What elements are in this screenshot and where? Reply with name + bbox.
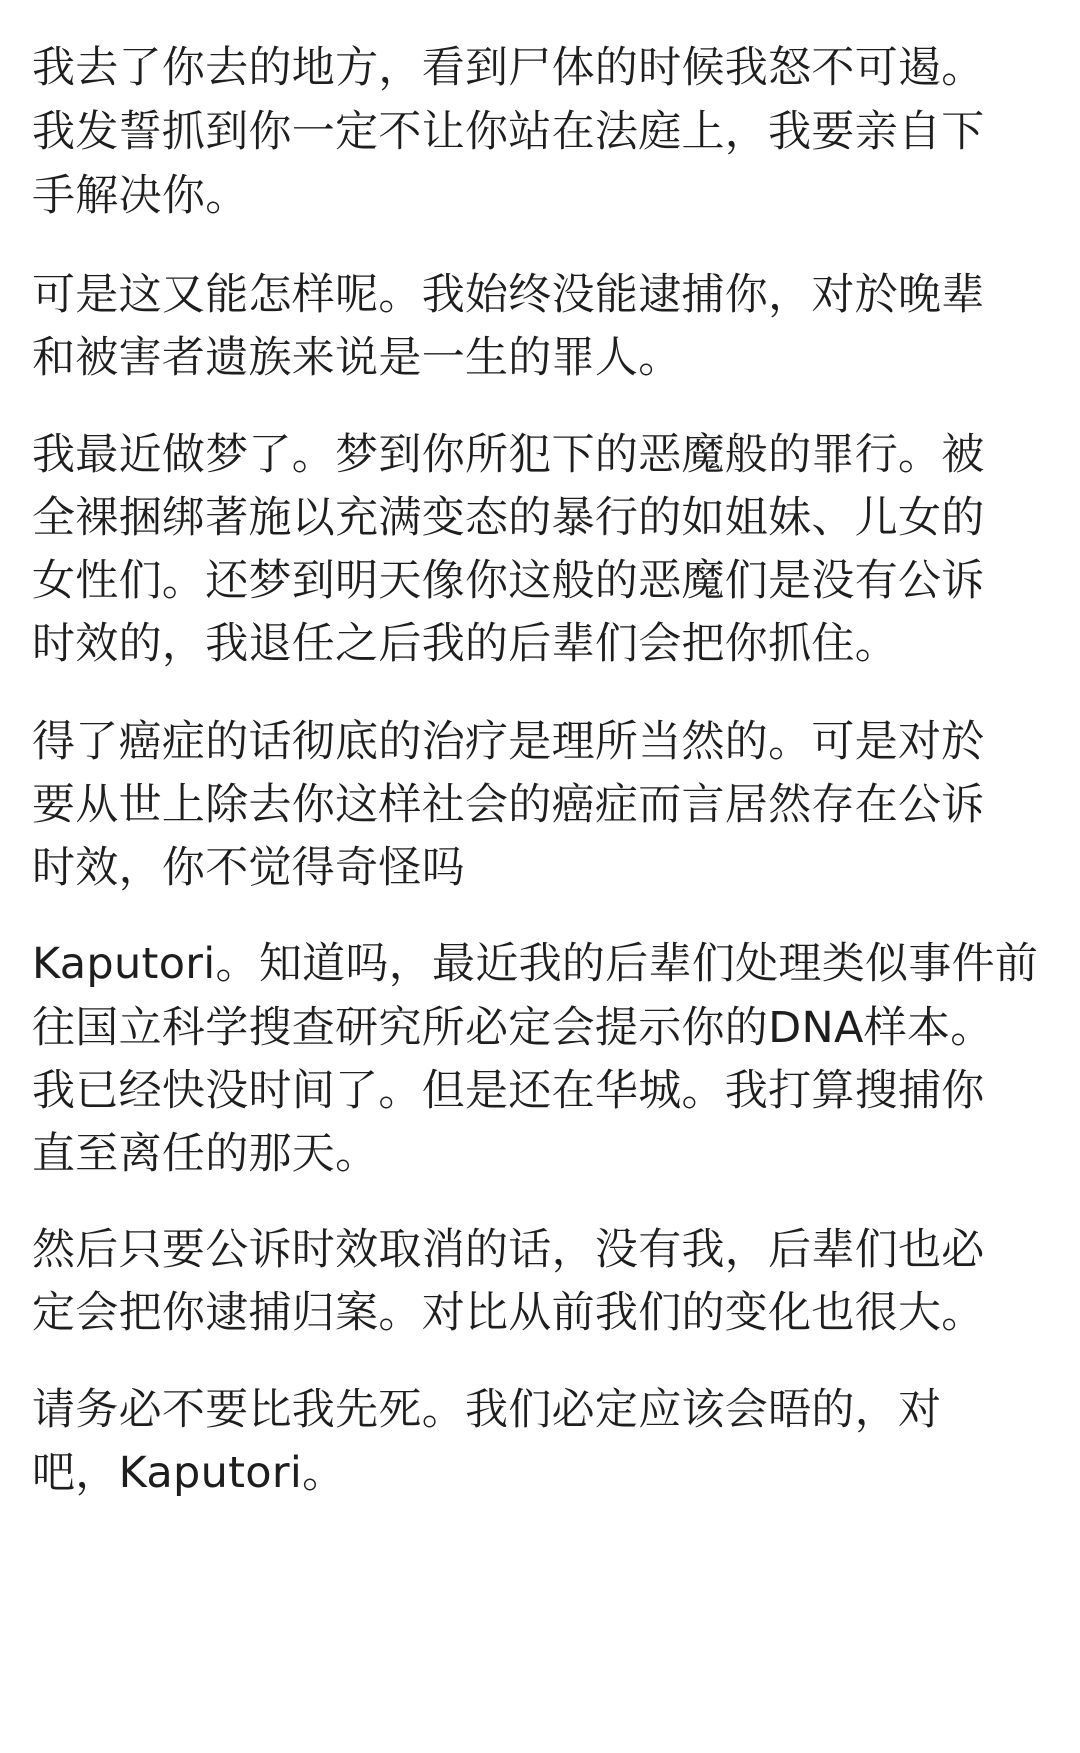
paragraph-7-line-1: 请务必不要比我先死。我们必定应该会晤的，对 — [32, 1385, 942, 1435]
paragraph-1-line-3: 手解决你。 — [32, 171, 249, 221]
paragraph-5-line-1: Kaputori。知道吗，最近我的后辈们处理类似事件前 — [32, 939, 1039, 989]
paragraph-4-line-1: 得了癌症的话彻底的治疗是理所当然的。可是对於 — [32, 717, 985, 767]
paragraph-3-line-2: 全裸捆绑著施以充满变态的暴行的如姐妹、儿女的 — [32, 493, 985, 543]
paragraph-4-line-2: 要从世上除去你这样社会的癌症而言居然存在公诉 — [32, 780, 985, 830]
paragraph-2-line-2: 和被害者遗族来说是一生的罪人。 — [32, 333, 682, 383]
paragraph-1-line-1: 我去了你去的地方，看到尸体的时候我怒不可遏。 — [32, 43, 985, 93]
paragraph-3-line-1: 我最近做梦了。梦到你所犯下的恶魔般的罪行。被 — [32, 430, 985, 480]
paragraph-5-line-4: 直至离任的那天。 — [32, 1129, 379, 1179]
paragraph-5-line-3: 我已经快没时间了。但是还在华城。我打算搜捕你 — [32, 1066, 985, 1116]
paragraph-5-line-2: 往国立科学搜查研究所必定会提示你的DNA样本。 — [32, 1003, 994, 1053]
paragraph-6-line-2: 定会把你逮捕归案。对比从前我们的变化也很大。 — [32, 1288, 985, 1338]
paragraph-2-line-1: 可是这又能怎样呢。我始终没能逮捕你，对於晚辈 — [32, 270, 985, 320]
paragraph-3-line-3: 女性们。还梦到明天像你这般的恶魔们是没有公诉 — [32, 556, 985, 606]
paragraph-3-line-4: 时效的，我退任之后我的后辈们会把你抓住。 — [32, 619, 898, 669]
paragraph-7-line-2: 吧，Kaputori。 — [32, 1448, 346, 1498]
paragraph-4-line-3: 时效，你不觉得奇怪吗 — [32, 843, 465, 893]
paragraph-6-line-1: 然后只要公诉时效取消的话，没有我，后辈们也必 — [32, 1225, 985, 1275]
paragraph-1-line-2: 我发誓抓到你一定不让你站在法庭上，我要亲自下 — [32, 107, 985, 157]
